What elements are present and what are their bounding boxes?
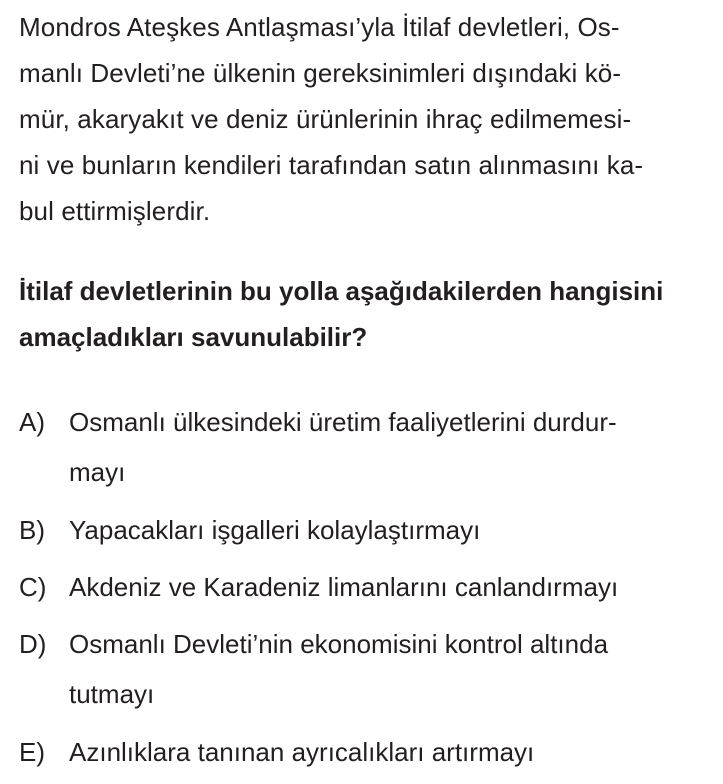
option-text: Azınlıklara tanınan ayrıcalıkları artırmayı: [69, 737, 535, 767]
passage-line: ni ve bunların kendileri tarafından satın alınmasını ka-: [19, 150, 644, 180]
option-a[interactable]: [19, 397, 709, 497]
option-text: mayı: [69, 457, 126, 487]
option-e[interactable]: [19, 727, 709, 777]
option-letter: D): [19, 629, 47, 659]
option-text: Osmanlı Devleti’nin ekonomisini kontrol altında: [69, 629, 609, 659]
option-d[interactable]: [19, 619, 709, 719]
option-c[interactable]: [19, 562, 709, 612]
question-stem: [19, 268, 709, 360]
option-text: Akdeniz ve Karadeniz limanlarını canlandırmayı: [69, 572, 619, 602]
option-letter: A): [19, 407, 45, 437]
option-text: Yapacakları işgalleri kolaylaştırmayı: [69, 515, 481, 545]
answer-options: [19, 397, 709, 784]
question-passage: [19, 4, 709, 234]
passage-line: Mondros Ateşkes Antlaşması’yla İtilaf devletleri, Os-: [19, 12, 620, 42]
option-letter: B): [19, 515, 45, 545]
option-b[interactable]: [19, 505, 709, 555]
question-stem-line: amaçladıkları savunulabilir?: [19, 322, 368, 352]
passage-line: manlı Devleti’ne ülkenin gereksinimleri dışındaki kö-: [19, 58, 622, 88]
option-letter: E): [19, 737, 45, 767]
passage-line: mür, akaryakıt ve deniz ürünlerinin ihraç edilmemesi-: [19, 104, 632, 134]
option-text: tutmayı: [69, 679, 155, 709]
option-text: Osmanlı ülkesindeki üretim faaliyetlerini durdur-: [69, 407, 617, 437]
option-letter: C): [19, 572, 47, 602]
question-stem-line: İtilaf devletlerinin bu yolla aşağıdakilerden hangisini: [19, 276, 664, 306]
passage-line: bul ettirmişlerdir.: [19, 196, 211, 226]
